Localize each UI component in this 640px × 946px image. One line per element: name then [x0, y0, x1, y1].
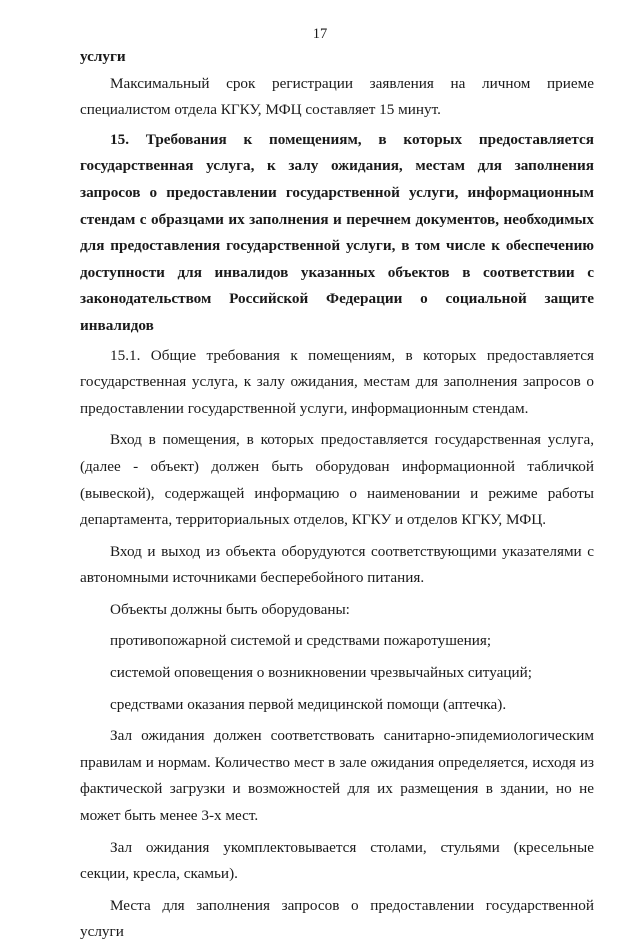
page-number: 17	[312, 26, 328, 42]
paragraph-equipment-intro: Объекты должны быть оборудованы:	[110, 600, 350, 618]
paragraph-entrance-sign: Вход в помещения, в которых предоставляется государственная услуга, (далее - объект) должен быть оборудован информационной табличкой (вывеской), содержащей информацию о наименовании и режиме работы департамента, территориальных отделов, КГКУ и отделов КГКУ, МФЦ.	[80, 431, 594, 529]
paragraph-15-1: 15.1. Общие требования к помещениям, в которых предоставляется государственная услуга, к залу ожидания, местам для заполнения запросов о предоставлении государственной услуги, информационным стендам.	[80, 346, 594, 417]
paragraph-waiting-hall: Зал ожидания должен соответствовать санитарно-эпидемиологическим правилам и нормам. Количество мест в зале ожидания определяется, исходя из фактической загрузки и возможностей для их размещения в здании, но не может быть менее 3-х мест.	[80, 727, 594, 825]
paragraph-registration-time: Максимальный срок регистрации заявления на личном приеме специалистом отдела КГКУ, МФЦ составляет 15 минут.	[80, 74, 594, 119]
document-body	[80, 44, 594, 946]
paragraph-request-places: Места для заполнения запросов о предоставлении государственной услуги	[80, 896, 594, 941]
paragraph-waiting-hall-furniture: Зал ожидания укомплектовывается столами, стульями (кресельные секции, кресла, скамьи).	[80, 838, 594, 883]
list-item-first-aid: средствами оказания первой медицинской помощи (аптечка).	[110, 695, 507, 713]
paragraph-entrance-exit: Вход и выход из объекта оборудуются соответствующими указателями с автономными источниками бесперебойного питания.	[80, 542, 594, 587]
list-item-fire-safety: противопожарной системой и средствами пожаротушения;	[110, 632, 492, 650]
heading-continuation: услуги	[80, 48, 126, 65]
list-item-emergency-alert: системой оповещения о возникновении чрезвычайных ситуаций;	[110, 664, 532, 682]
section-15-heading: 15. Требования к помещениям, в которых предоставляется государственная услуга, к залу ожидания, местам для заполнения запросов о предоставлении государственной услуги, информационным стендам с образцами их заполнения и перечнем документов, необходимых для предоставления государственной услуги, в том числе к обеспечению доступности для инвалидов указанных объектов в соответствии с законодательством Российской Федерации о социальной защите инвалидов	[80, 130, 594, 334]
